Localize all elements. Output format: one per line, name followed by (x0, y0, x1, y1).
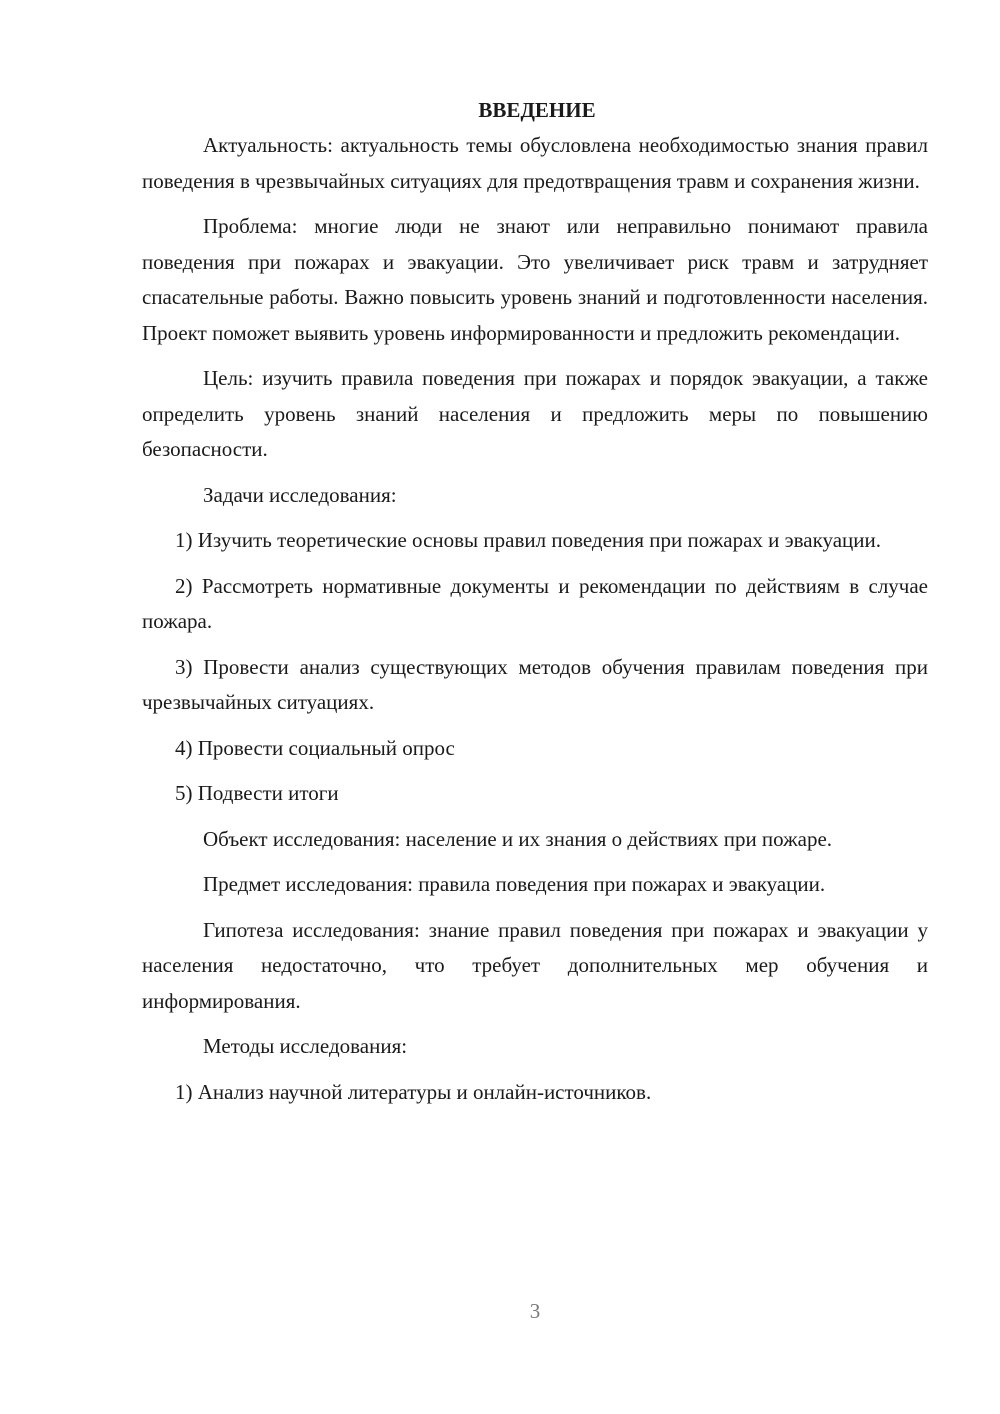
paragraph-relevance: Актуальность: актуальность темы обусловлена необходимостью знания правил поведения в чрезвычайных ситуациях для предотвращения травм и сохранения жизни. (142, 133, 928, 193)
page-number: 3 (529, 1299, 541, 1323)
method-item-1: 1) Анализ научной литературы и онлайн-источников. (175, 1079, 652, 1104)
task-item-2: 2) Рассмотреть нормативные документы и рекомендации по действиям в случае пожара. (142, 573, 928, 633)
paragraph-object: Объект исследования: население и их знания о действиях при пожаре. (203, 826, 833, 851)
paragraph-problem: Проблема: многие люди не знают или неправильно понимают правила поведения при пожарах и эвакуации. Это увеличивает риск травм и затрудняет спасательные работы. Важно повысить уровень знаний и подготовленности населения. Проект поможет выявить уровень информированности и предложить рекомендации. (142, 214, 928, 345)
task-item-1: 1) Изучить теоретические основы правил поведения при пожарах и эвакуации. (175, 528, 882, 552)
paragraph-subject: Предмет исследования: правила поведения при пожарах и эвакуации. (203, 872, 826, 896)
section-title: ВВЕДЕНИЕ (478, 98, 596, 122)
document-page (142, 92, 928, 1110)
task-item-5: 5) Подвести итоги (175, 781, 339, 805)
task-item-4: 4) Провести социальный опрос (175, 735, 455, 760)
paragraph-hypothesis: Гипотеза исследования: знание правил поведения при пожарах и эвакуации у населения недостаточно, что требует дополнительных мер обучения и информирования. (142, 917, 928, 1013)
paragraph-tasks-heading: Задачи исследования: (203, 482, 397, 507)
paragraph-methods-heading: Методы исследования: (203, 1034, 408, 1058)
task-item-3: 3) Провести анализ существующих методов обучения правилам поведения при чрезвычайных ситуациях. (142, 654, 928, 714)
paragraph-goal: Цель: изучить правила поведения при пожарах и порядок эвакуации, а также определить уровень знаний населения и предложить меры по повышению безопасности. (142, 366, 928, 461)
